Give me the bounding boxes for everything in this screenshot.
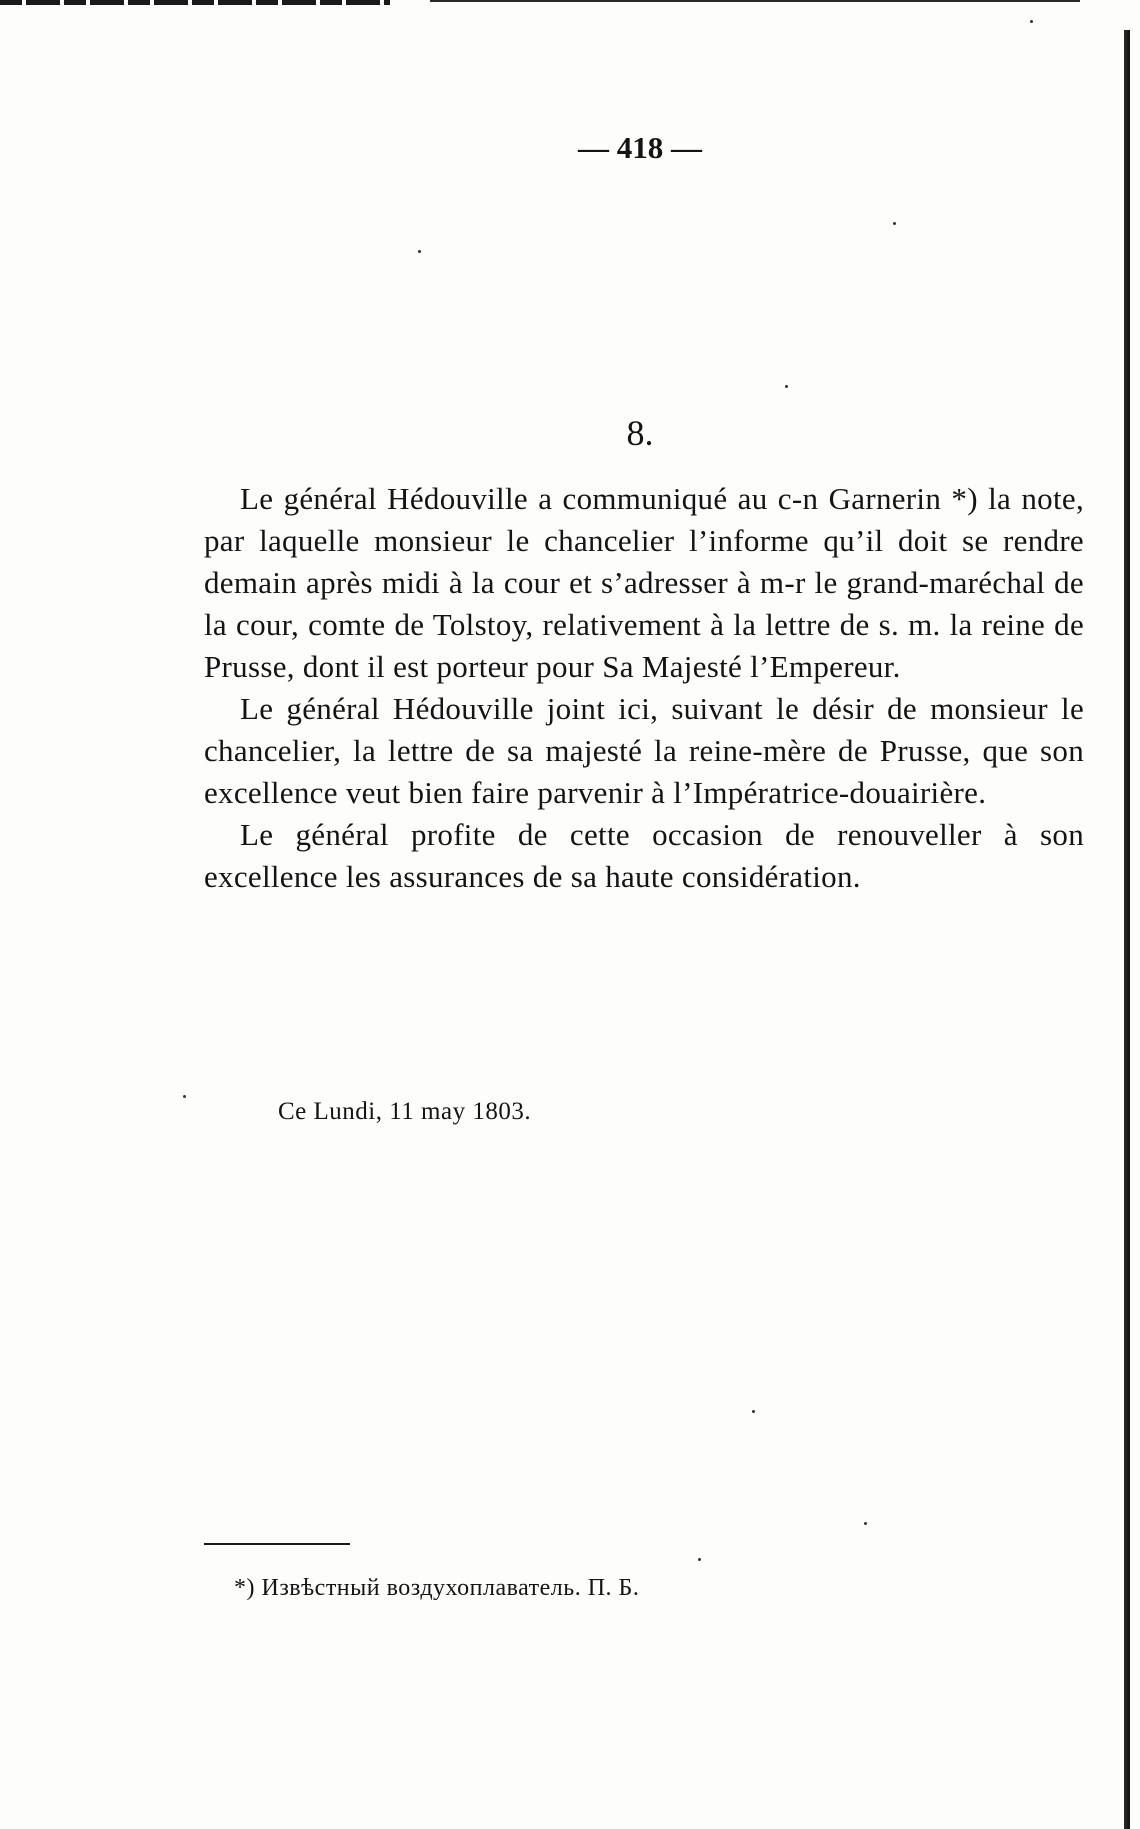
scan-speck (698, 1558, 701, 1561)
scan-top-border (0, 0, 390, 5)
scan-right-edge (1124, 30, 1130, 1829)
footnote-rule (204, 1543, 350, 1545)
scan-top-rule (430, 0, 1080, 2)
section-number: 8. (626, 413, 654, 453)
paragraph: Le général Hédouville a communiqué au c-n Garnerin *) la note, par laquelle monsieur le chancelier l’informe qu’il doit se rendre demain après midi à la cour et s’adresser à m-r le grand-maréchal de la cour, comte de Tolstoy, relativement à la lettre de s. m. la reine de Prusse, dont il est porteur pour Sa Majesté l’Empereur. (204, 481, 1084, 684)
scan-speck (183, 1095, 186, 1098)
paragraph: Le général profite de cette occasion de renouveller à son excellence les assurances de sa haute considération. (204, 817, 1084, 894)
letter-body (204, 478, 1084, 898)
date-line: Ce Lundi, 11 may 1803. (278, 1098, 532, 1125)
paragraph: Le général Hédouville joint ici, suivant le désir de monsieur le chancelier, la lettre de sa majesté la reine-mère de Prusse, que son excellence veut bien faire parvenir à l’Impératrice-douairière. (204, 691, 1084, 810)
scan-speck (418, 250, 421, 253)
footnote: *) Извѣстный воздухоплаватель. П. Б. (234, 1575, 640, 1601)
scan-speck (785, 385, 788, 388)
scan-speck (1030, 20, 1033, 23)
scan-speck (752, 1410, 755, 1413)
scan-speck (893, 222, 896, 225)
page-number: — 418 — (578, 130, 702, 165)
scan-speck (864, 1522, 867, 1525)
